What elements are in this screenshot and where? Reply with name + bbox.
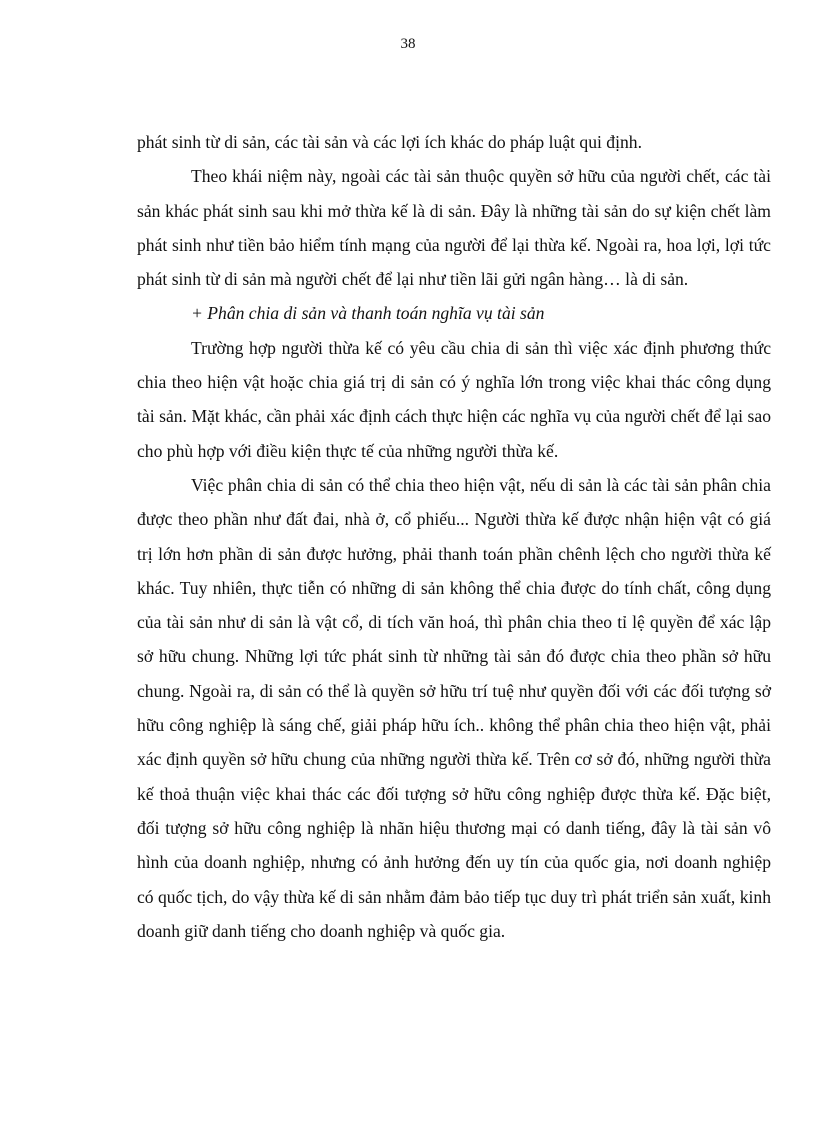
paragraph-continuation: phát sinh từ di sản, các tài sản và các lợi ích khác do pháp luật qui định.	[137, 132, 642, 152]
section-subheading: + Phân chia di sản và thanh toán nghĩa vụ tài sản	[191, 303, 545, 324]
page-number: 38	[400, 36, 416, 52]
paragraph-division-request: Trường hợp người thừa kế có yêu cầu chia di sản thì việc xác định phương thức chia theo hiện vật hoặc chia giá trị di sản có ý nghĩa lớn trong việc khai thác công dụng tài sản. Mặt khác, cần phải xác định cách thực hiện các nghĩa vụ của người chết để lại sao cho phù hợp với điều kiện thực tế của những người thừa kế.	[137, 337, 771, 461]
paragraph-division-methods: Việc phân chia di sản có thể chia theo hiện vật, nếu di sản là các tài sản phân chia được theo phần như đất đai, nhà ở, cổ phiếu... Người thừa kế được nhận hiện vật có giá trị lớn hơn phần di sản được hưởng, phải thanh toán phần chênh lệch cho người thừa kế khác. Tuy nhiên, thực tiễn có những di sản không thể chia được do tính chất, công dụng của tài sản như di sản là vật cổ, di tích văn hoá, thì phân chia theo tỉ lệ quyền để xác lập sở hữu chung. Những lợi tức phát sinh từ những tài sản đó được chia theo phần sở hữu chung. Ngoài ra, di sản có thể là quyền sở hữu trí tuệ như quyền đối với các đối tượng sở hữu công nghiệp là sáng chế, giải pháp hữu ích.. không thể phân chia theo hiện vật, phải xác định quyền sở hữu chung của những người thừa kế. Trên cơ sở đó, những người thừa kế thoả thuận việc khai thác các đối tượng sở hữu công nghiệp được thừa kế. Đặc biệt, đối tượng sở hữu công nghiệp là nhãn hiệu thương mại có danh tiếng, đây là tài sản vô hình của doanh nghiệp, nhưng có ảnh hưởng đến uy tín của quốc gia, nơi doanh nghiệp có quốc tịch, do vậy thừa kế di sản nhằm đảm bảo tiếp tục duy trì phát triển sản xuất, kinh doanh giữ danh tiếng cho doanh nghiệp và quốc gia.	[137, 474, 771, 941]
document-body	[137, 125, 771, 948]
paragraph-estate-definition: Theo khái niệm này, ngoài các tài sản thuộc quyền sở hữu của người chết, các tài sản khác phát sinh sau khi mở thừa kế là di sản. Đây là những tài sản do sự kiện chết làm phát sinh như tiền bảo hiểm tính mạng của người để lại thừa kế. Ngoài ra, hoa lợi, lợi tức phát sinh từ di sản mà người chết để lại như tiền lãi gửi ngân hàng… là di sản.	[137, 166, 771, 290]
